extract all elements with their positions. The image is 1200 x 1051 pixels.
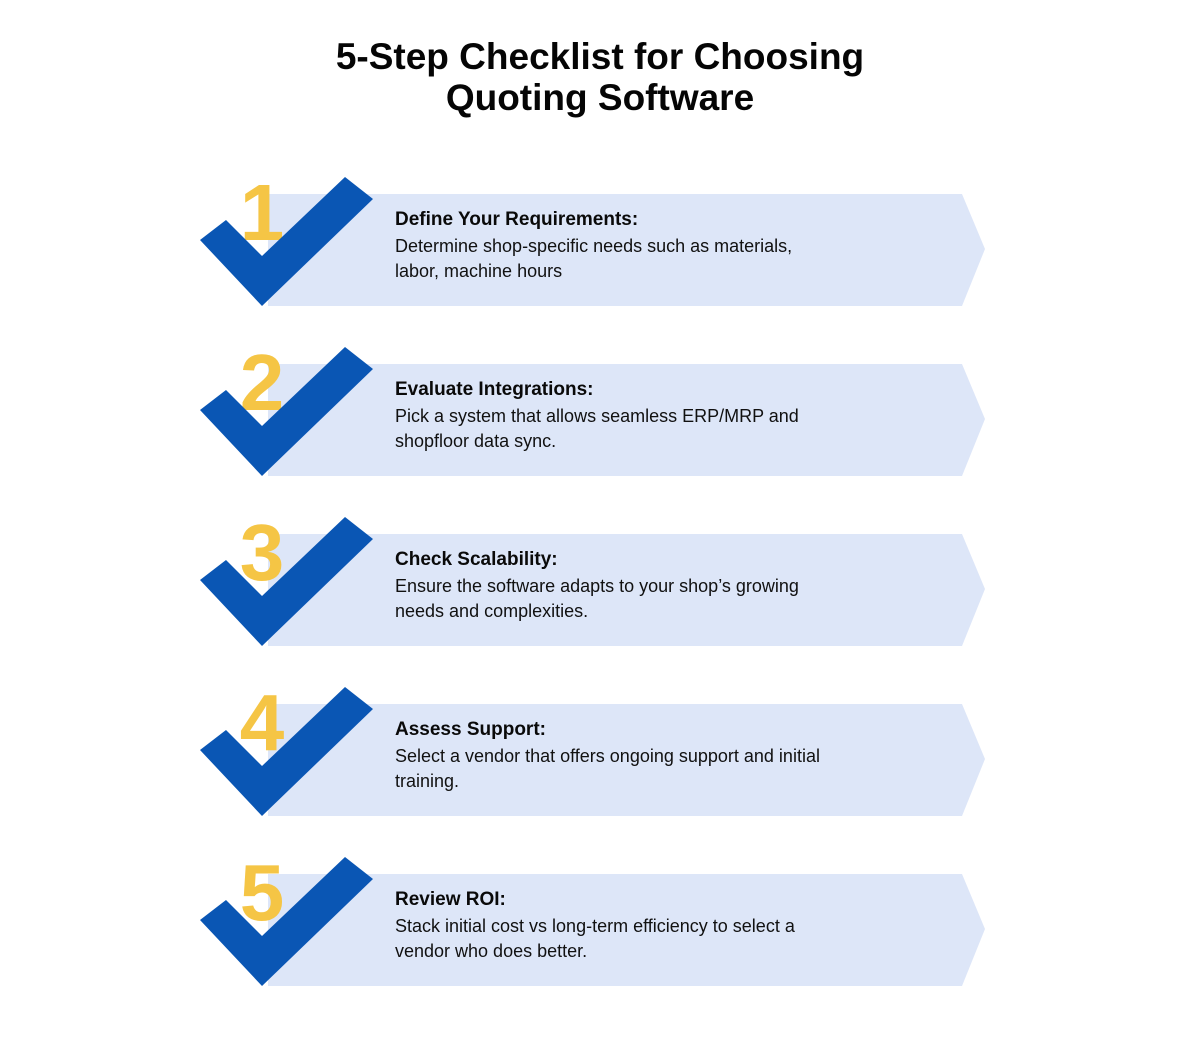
step-description-line-2: shopfloor data sync. <box>395 431 557 451</box>
checklist-step-3 <box>190 508 990 649</box>
checklist-step-5 <box>190 848 990 989</box>
step-heading: Assess Support: <box>395 719 546 740</box>
checkmark-icon <box>190 848 390 989</box>
checkmark-icon <box>190 338 390 479</box>
step-number: 5 <box>239 848 285 937</box>
step-description <box>395 234 915 284</box>
step-description <box>395 744 915 794</box>
step-description <box>395 574 915 624</box>
step-description-line-2: labor, machine hours <box>395 261 563 281</box>
step-description-line-2: needs and complexities. <box>395 601 589 621</box>
step-description-line-1: Ensure the software adapts to your shop’s growing <box>395 576 799 596</box>
step-heading: Define Your Requirements: <box>395 209 639 230</box>
step-text <box>395 717 915 794</box>
step-heading: Check Scalability: <box>395 549 558 570</box>
step-number: 1 <box>239 168 285 257</box>
step-description <box>395 404 915 454</box>
checklist-step-1 <box>190 168 990 309</box>
checklist-step-2 <box>190 338 990 479</box>
checkmark-icon <box>190 508 390 649</box>
checklist-step-4 <box>190 678 990 819</box>
step-text <box>395 377 915 454</box>
step-number: 3 <box>239 508 285 597</box>
step-heading: Review ROI: <box>395 889 506 910</box>
step-description-line-2: vendor who does better. <box>395 941 588 961</box>
step-text <box>395 887 915 964</box>
step-description-line-1: Pick a system that allows seamless ERP/MRP and <box>395 406 799 426</box>
step-heading: Evaluate Integrations: <box>395 379 594 400</box>
checkmark-icon <box>190 678 390 819</box>
step-text <box>395 547 915 624</box>
step-description-line-1: Select a vendor that offers ongoing support and initial <box>395 746 820 766</box>
page-title <box>0 36 1200 118</box>
step-description-line-2: training. <box>395 771 460 791</box>
step-number: 2 <box>239 338 285 427</box>
step-text <box>395 207 915 284</box>
checkmark-icon <box>190 168 390 309</box>
step-description <box>395 914 915 964</box>
page-title-line-1: 5-Step Checklist for Choosing <box>335 36 865 77</box>
step-description-line-1: Determine shop-specific needs such as materials, <box>395 236 793 256</box>
step-number: 4 <box>239 678 285 767</box>
page-title-line-2: Quoting Software <box>445 77 755 118</box>
step-description-line-1: Stack initial cost vs long-term efficiency to select a <box>395 916 795 936</box>
